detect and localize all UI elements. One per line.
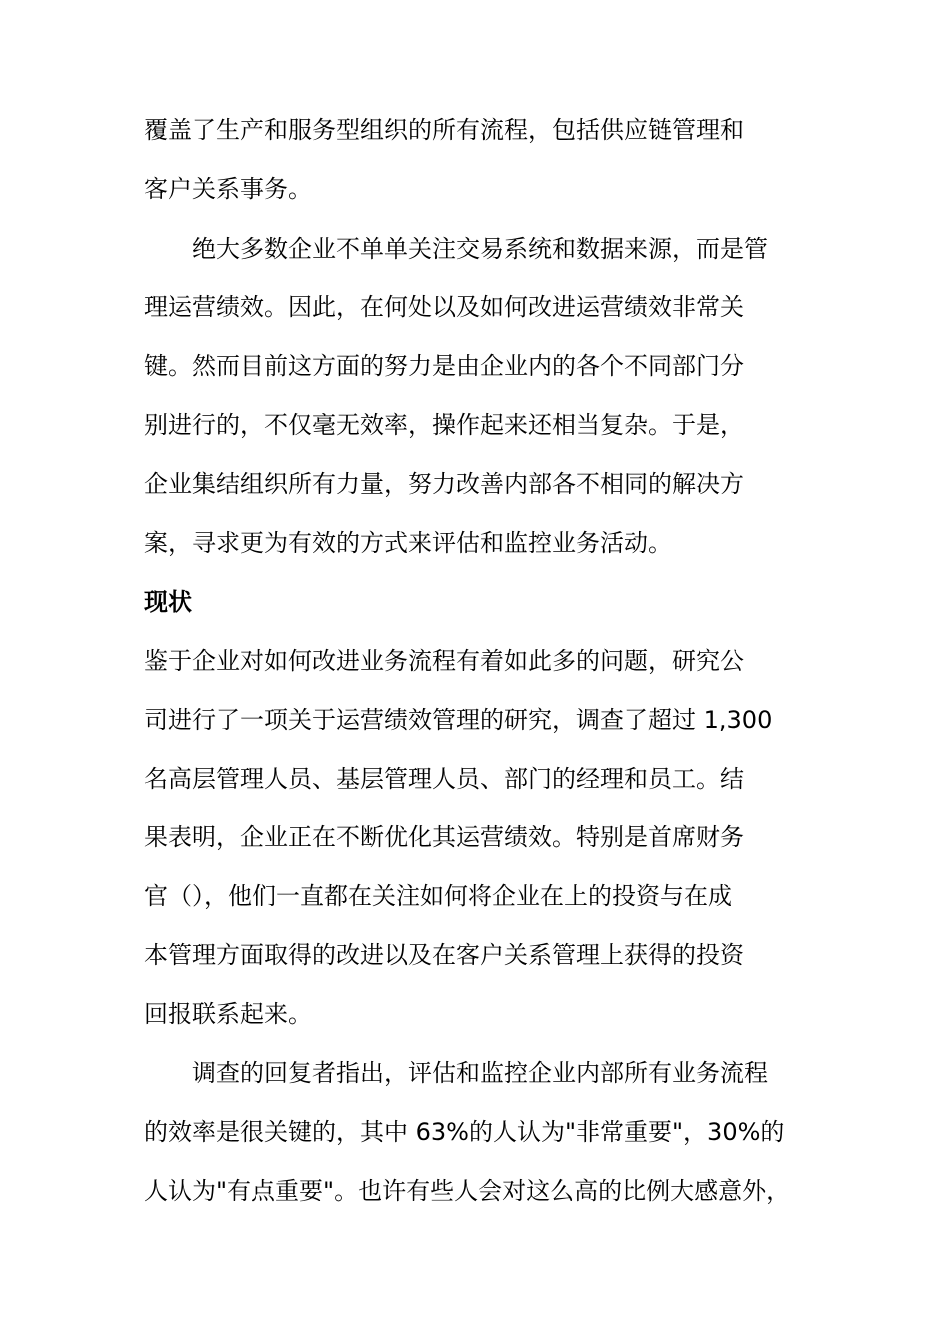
paragraph-3-line-2: 司进行了一项关于运营绩效管理的研究，调查了超过 1,300	[144, 706, 773, 734]
paragraph-3-line-5: 官（），他们一直都在关注如何将企业在上的投资与在成	[144, 882, 732, 910]
paragraph-4-line-1: 调查的回复者指出，评估和监控企业内部所有业务流程	[144, 1059, 768, 1087]
paragraph-3-line-4: 果表明，企业正在不断优化其运营绩效。特别是首席财务	[144, 823, 744, 851]
paragraph-2-line-5: 企业集结组织所有力量，努力改善内部各不相同的解决方	[144, 470, 744, 498]
paragraph-2-line-2: 理运营绩效。因此，在何处以及如何改进运营绩效非常关	[144, 293, 744, 321]
paragraph-2-line-3: 键。然而目前这方面的努力是由企业内的各个不同部门分	[144, 352, 744, 380]
paragraph-1-line-1: 覆盖了生产和服务型组织的所有流程，包括供应链管理和	[144, 116, 744, 144]
paragraph-2-line-4: 别进行的，不仅毫无效率，操作起来还相当复杂。于是，	[144, 411, 744, 439]
paragraph-4-line-3: 人认为"有点重要"。也许有些人会对这么高的比例大感意外，	[144, 1177, 791, 1205]
paragraph-3-line-7: 回报联系起来。	[144, 1000, 312, 1028]
paragraph-4-line-2: 的效率是很关键的，其中 63%的人认为"非常重要"，30%的	[144, 1118, 785, 1146]
paragraph-1-line-2: 客户关系事务。	[144, 175, 312, 203]
paragraph-3-line-6: 本管理方面取得的改进以及在客户关系管理上获得的投资	[144, 941, 744, 969]
paragraph-2-line-1: 绝大多数企业不单单关注交易系统和数据来源，而是管	[144, 235, 768, 263]
paragraph-3-line-1: 鉴于企业对如何改进业务流程有着如此多的问题，研究公	[144, 647, 744, 675]
paragraph-3-line-3: 名高层管理人员、基层管理人员、部门的经理和员工。结	[144, 765, 744, 793]
paragraph-2-line-6: 案，寻求更为有效的方式来评估和监控业务活动。	[144, 529, 672, 557]
section-heading: 现状	[144, 588, 192, 616]
